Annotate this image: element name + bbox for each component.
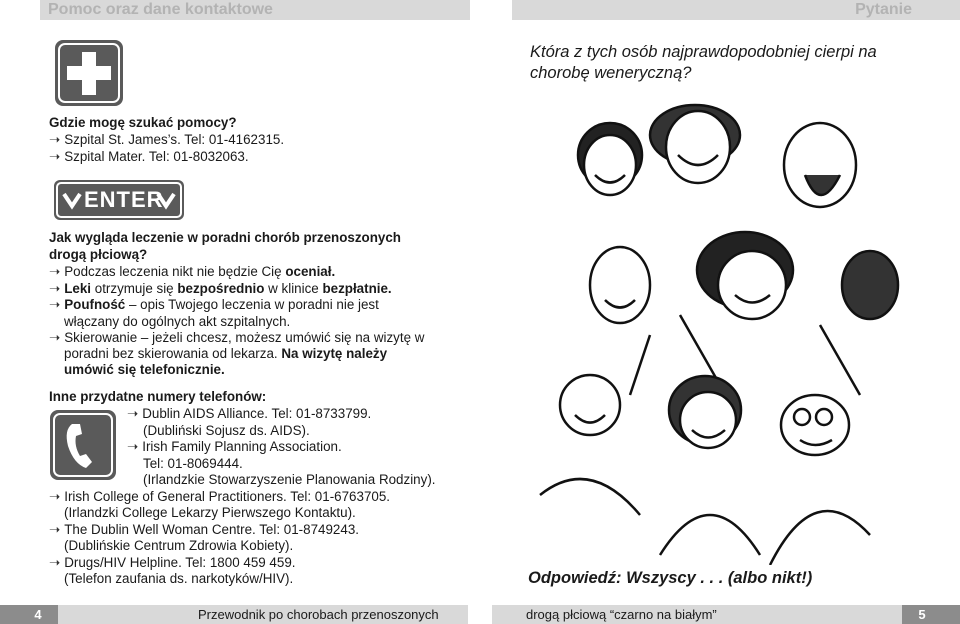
list-item-cont: (Irlandzki College Lekarzy Pierwszego Kontaktu).	[64, 505, 356, 520]
list-item: ➝ Szpital Mater. Tel: 01-8032063.	[49, 149, 249, 164]
list-item: ➝ Poufność – opis Twojego leczenia w poradni nie jest	[49, 297, 379, 312]
list-item: ➝ Dublin AIDS Alliance. Tel: 01-8733799.	[127, 406, 372, 421]
left-footer-text: Przewodnik po chorobach przenoszonych	[198, 607, 439, 622]
list-item-cont: włączany do ogólnych akt szpitalnych.	[64, 314, 291, 329]
hospital-cross-icon	[55, 40, 123, 106]
list-item: ➝ Podczas leczenia nikt nie będzie Cię oceniał.	[49, 264, 336, 279]
list-item: ➝ The Dublin Well Woman Centre. Tel: 01-8749243.	[49, 522, 359, 537]
where-help-heading: Gdzie mogę szukać pomocy?	[49, 115, 237, 130]
list-item: ➝ Irish College of General Practitioners. Tel: 01-6763705.	[49, 489, 391, 504]
header-left	[40, 0, 470, 20]
list-item: ➝ Skierowanie – jeżeli chcesz, możesz umówić się na wizytę w	[49, 330, 425, 345]
list-item: ➝ Drugs/HIV Helpline. Tel: 1800 459 459.	[49, 555, 296, 570]
list-item-cont: (Dublińskie Centrum Zdrowia Kobiety).	[64, 538, 294, 553]
phones-heading: Inne przydatne numery telefonów:	[49, 389, 267, 404]
right-page-number: 5	[902, 605, 942, 624]
right-page-title: Pytanie	[855, 1, 912, 18]
list-item-cont: (Telefon zaufania ds. narkotyków/HIV).	[64, 571, 294, 586]
right-footer-text: drogą płciową “czarno na białym”	[526, 607, 717, 622]
list-item: ➝ Irish Family Planning Association.	[127, 439, 342, 454]
answer-text: Odpowiedź: Wszyscy . . . (albo nikt!)	[528, 569, 813, 587]
list-item: ➝ Leki otrzymuje się bezpośrednio w klinice bezpłatnie.	[49, 281, 392, 296]
list-item-cont: poradni bez skierowania od lekarza. Na wizytę należy	[64, 346, 388, 361]
header-right	[512, 0, 960, 20]
left-page-number: 4	[18, 605, 58, 624]
footer-right-bar	[940, 605, 960, 624]
people-illustration	[520, 95, 920, 565]
list-item-cont: (Dubliński Sojusz ds. AIDS).	[143, 423, 310, 438]
left-page-title: Pomoc oraz dane kontaktowe	[48, 1, 273, 18]
list-item-cont: Tel: 01-8069444.	[143, 456, 243, 471]
question-text: Która z tych osób najprawdopodobniej cierpi na chorobę weneryczną?	[530, 43, 877, 82]
clinic-heading: Jak wygląda leczenie w poradni chorób przenoszonych drogą płciową?	[49, 230, 401, 262]
telephone-icon	[50, 410, 116, 480]
list-item: ➝ Szpital St. James’s. Tel: 01-4162315.	[49, 132, 285, 147]
enter-sign-label: ENTER	[84, 187, 164, 212]
enter-sign-icon	[54, 180, 184, 220]
list-item-cont: (Irlandzkie Stowarzyszenie Planowania Rodziny).	[143, 472, 436, 487]
list-item-cont: umówić się telefonicznie.	[64, 362, 225, 377]
